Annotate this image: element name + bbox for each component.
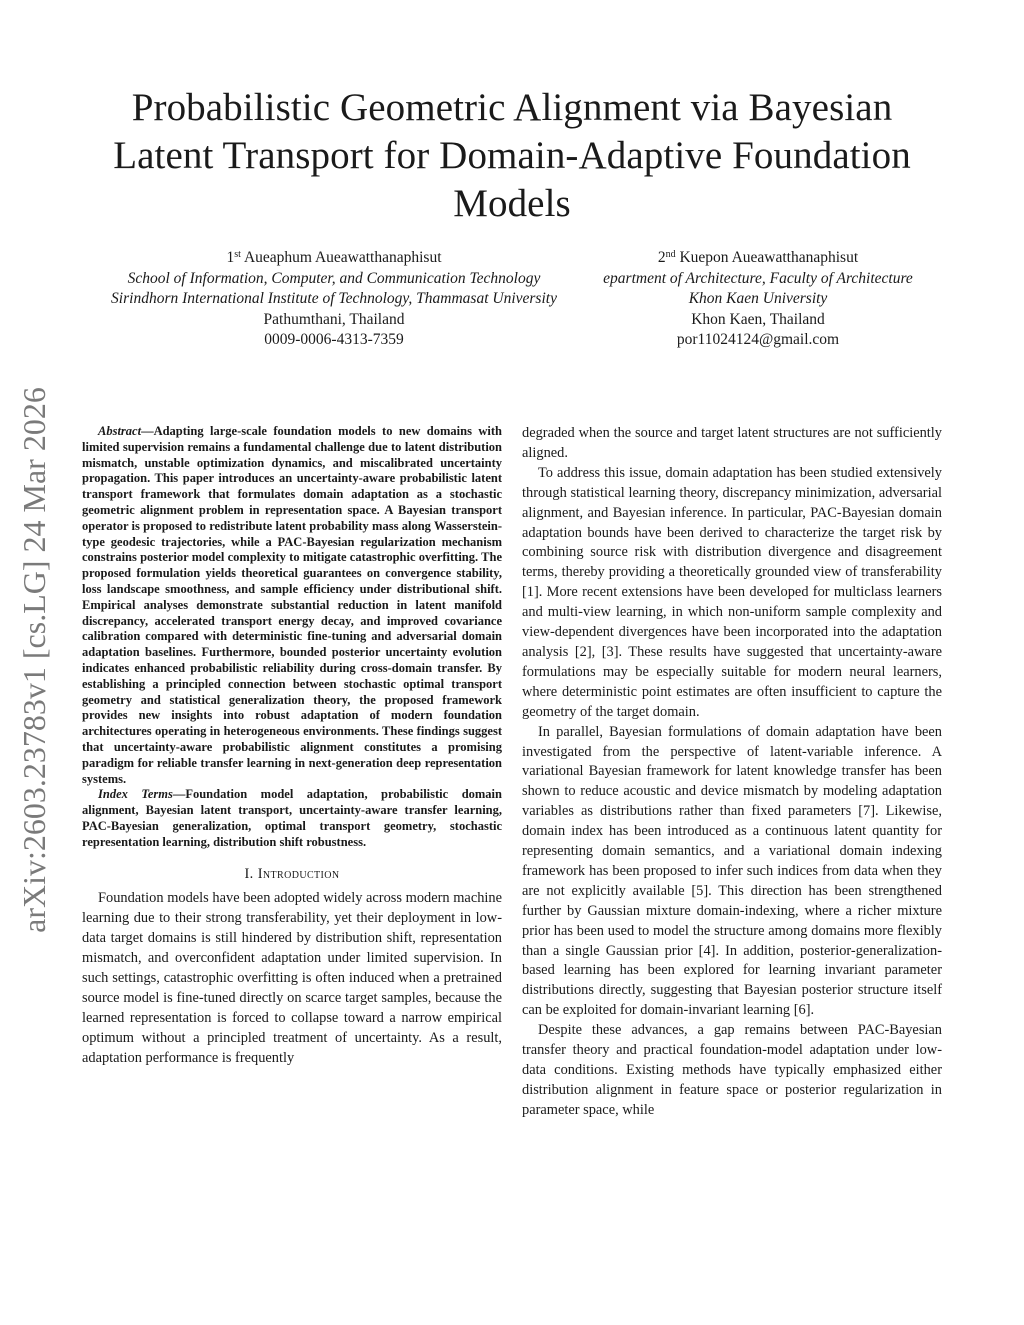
author-name: 2nd Kuepon Aueawatthanaphisut xyxy=(657,249,859,266)
abstract-text: —Adapting large-scale foundation models to new domains with limited supervision remains a fundamental challenge due to latent distribution mismatch, unstable optimization dynamics, and miscalibrated uncertainty propagation. This paper introduces an uncertainty-aware probabilistic latent transport framework that formulates domain adaptation as a stochastic geometric alignment problem in representation space. A Bayesian transport operator is proposed to redistribute latent probability mass along Wasserstein-type geodesic trajectories, while a PAC-Bayesian regularization mechanism constrains posterior model complexity to mitigate catastrophic overfitting. The proposed formulation yields theoretical guarantees on convergence stability, loss landscape smoothness, and sample efficiency under distributional shift. Empirical analyses demonstrate substantial reduction in latent manifold discrepancy, accelerated transport energy decay, and improved covariance calibration compared with deterministic fine-tuning and adversarial domain adaptation baselines. Furthermore, bounded posterior uncertainty evolution indicates enhanced probabilistic reliability during cross-domain transfer. By establishing a principled connection between stochastic optimal transport geometry and statistical generalization theory, the proposed framework provides new insights into robust adaptation of modern foundation architectures operating in heterogeneous environments. These findings suggest that uncertainty-aware probabilistic alignment constitutes a promising paradigm for reliable transfer learning in next-generation deep representation systems. xyxy=(82,424,502,786)
abstract-label: Abstract xyxy=(98,424,142,438)
body-paragraph: Foundation models have been adopted widely across modern machine learning due to their strong transferability, yet their deployment in low-data target domains is still hindered by distribution shift, representation mismatch, and overconfident adaptation under limited supervision. In such settings, catastrophic overfitting is often induced when a pretrained source model is fine-tuned directly on scarce target samples, because the learned representation is forced to collapse toward a narrow empirical optimum without a principled treatment of uncertainty. As a result, adaptation performance is frequently xyxy=(82,890,502,1066)
body-paragraph: Despite these advances, a gap remains between PAC-Bayesian transfer theory and practical foundation-model adaptation under low-data conditions. Existing methods have typically emphasized either distribution alignment in feature space or posterior regularization in parameter space, while xyxy=(522,1022,942,1118)
index-terms-text: —Foundation model adaptation, probabilistic domain alignment, Bayesian latent transport, uncertainty-aware transfer learning, PAC-Bayesian generalization, optimal transport geometry, stochastic representation learning, distribution shift robustness. xyxy=(82,787,502,849)
index-terms xyxy=(82,787,502,850)
author-email: por11024124@gmail.com xyxy=(676,331,840,348)
author-orcid: 0009-0006-4313-7359 xyxy=(264,331,404,348)
body-paragraph: In parallel, Bayesian formulations of domain adaptation have been investigated from the perspective of latent-variable inference. A variational Bayesian framework for latent knowledge transfer has been shown to reduce acoustic and device mismatch by modeling adaptation variables as distributions rather than fixed parameters [7]. Likewise, domain index has been introduced as a continuous latent quantity for representing domain semantics, and a variational domain indexing framework has been proposed to infer such indices from data when they are not explicitly available [5]. This direction has been strengthened further by Gaussian mixture domain-indexing, where a richer mixture prior has been used to model the structure among domains more flexibly than a single Gaussian prior [4]. In addition, posterior-generalization-based learning has been explored for learning invariant parameter distributions directly, suggesting that Bayesian posterior structure itself can be exploited for domain-invariant learning [6]. xyxy=(522,723,942,1019)
author-affiliation: Sirindhorn International Institute of Technology, Thammasat University xyxy=(111,290,557,307)
right-column xyxy=(522,424,942,1121)
author-block-2 xyxy=(583,248,933,351)
body-paragraph: To address this issue, domain adaptation has been studied extensively through statistical learning theory, discrepancy minimization, adversarial alignment, and Bayesian inference. In particular, PAC-Bayesian domain adaptation bounds have been derived to characterize the target risk by combining source risk with distribution divergence and disagreement terms, thereby providing a theoretically grounded view of transferability [1]. More recent extensions have been developed for multiclass learners and multi-view learning, in which non-uniform sample complexity and view-dependent divergences have been incorporated into the adaptation analysis [2], [3]. These results have suggested that uncertainty-aware formulations may be especially suitable for modern neural learners, where deterministic point estimates are often insufficient to capture the geometry of the target domain. xyxy=(522,464,942,720)
abstract xyxy=(82,424,502,787)
author-location: Pathumthani, Thailand xyxy=(263,310,405,328)
arxiv-identifier: arXiv:2603.23783v1 [cs.LG] 24 Mar 2026 xyxy=(16,387,52,933)
author-affiliation: School of Information, Computer, and Communication Technology xyxy=(127,269,541,287)
body-paragraph: degraded when the source and target latent structures are not sufficiently aligned. xyxy=(522,425,942,461)
author-block-1 xyxy=(88,248,580,351)
author-location: Khon Kaen, Thailand xyxy=(691,310,825,328)
left-column xyxy=(82,424,502,1069)
author-affiliation: Khon Kaen University xyxy=(688,290,828,307)
index-terms-label: Index Terms xyxy=(98,787,173,802)
author-affiliation: epartment of Architecture, Faculty of Architecture xyxy=(603,269,913,287)
paper-title: Probabilistic Geometric Alignment via Bayesian Latent Transport for Domain-Adaptive Foundation Models xyxy=(113,86,911,225)
section-heading: I. Introduction xyxy=(244,865,340,882)
author-name: 1st Aueaphum Aueawatthanaphisut xyxy=(226,249,442,266)
